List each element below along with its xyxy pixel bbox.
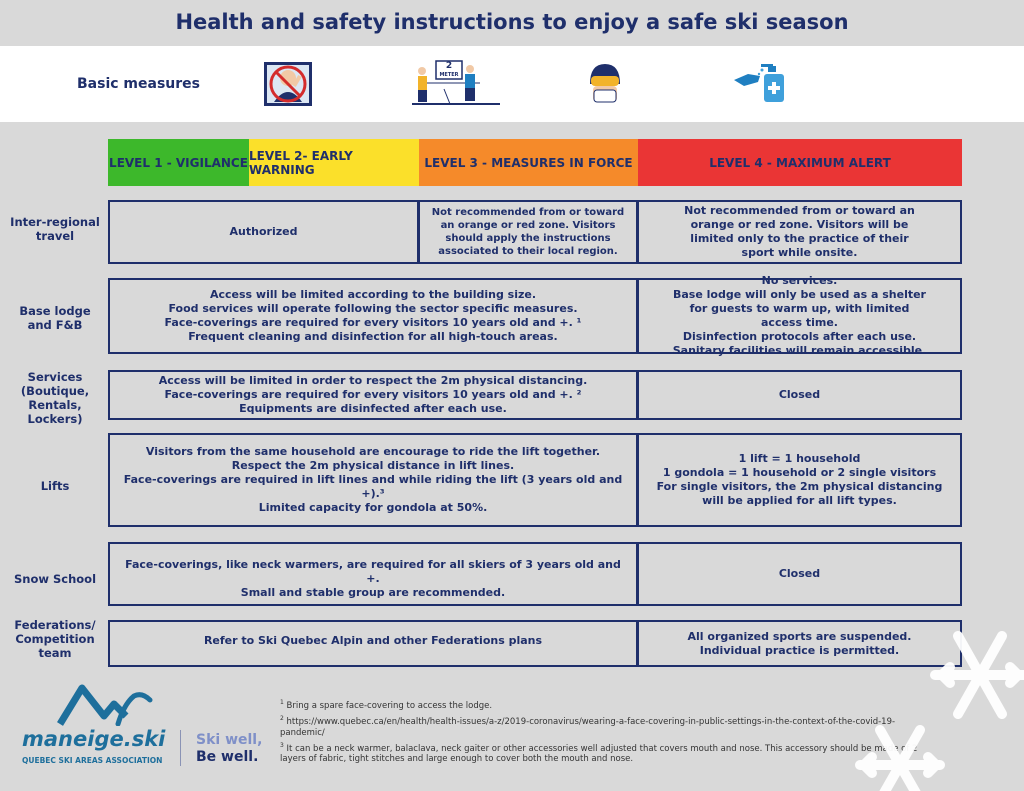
hand-sanitizer-icon xyxy=(734,60,790,104)
row-label-services: Services (Boutique, Rentals, Lockers) xyxy=(20,370,90,426)
row-label-base-lodge: Base lodge and F&B xyxy=(19,304,91,332)
services-levels-1-3-cell xyxy=(108,370,638,420)
level-2-label: LEVEL 2- EARLY WARNING xyxy=(249,148,353,177)
travel-level-4-text: Not recommended from or toward an orange or red zone. Visitors will be limited only to the practice of their sport while onsite. xyxy=(684,204,915,259)
face-covering-icon xyxy=(586,62,624,106)
footnote-2-text: https://www.quebec.ca/en/health/health-issues/a-z/2019-coronavirus/wearing-a-face-covering-in-public-settings-in-the-context-of-the-covid-19-pandemic/ xyxy=(280,716,896,738)
mountain-logo-icon xyxy=(52,682,182,726)
federations-levels-1-3-cell xyxy=(108,620,638,667)
footnote-3 xyxy=(280,740,920,766)
travel-level-3-text: Not recommended from or toward an orange or red zone. Visitors should apply the instructions associated to their local region. xyxy=(431,207,625,257)
services-levels-1-3-text: Access will be limited in order to respect the 2m physical distancing. Face-coverings are required for every visitors 10 years old and +. ² Equipments are disinfected after each use. xyxy=(158,374,588,415)
level-2-header xyxy=(249,139,419,186)
slogan xyxy=(196,732,262,766)
row-label-federations: Federations/ Competition team xyxy=(14,618,96,660)
footnote-1-number: 1 xyxy=(280,699,284,706)
lifts-levels-1-3-cell xyxy=(108,433,638,527)
maneige-logo xyxy=(20,682,180,772)
federations-level-4-text: All organized sports are suspended. Individual practice is permitted. xyxy=(687,629,912,657)
slogan-line-1: Ski well, xyxy=(196,732,263,748)
travel-level-4-cell xyxy=(638,200,962,264)
snow-school-levels-1-3-text: Face-coverings, like neck warmers, are required for all skiers of 3 years old and +. Small and stable group are recommended. xyxy=(125,558,621,599)
services-level-4-cell xyxy=(638,370,962,420)
footnote-2 xyxy=(280,713,920,739)
footnote-3-number: 3 xyxy=(280,741,284,749)
logo-wordmark xyxy=(22,727,165,751)
footnote-3-text: It can be a neck warmer, balaclava, neck gaiter or other accessories well adjusted that covers mouth and nose. This accessory should be made of 2 layers of fabric, tight stitches and large enough to cover both the mouth and nose. xyxy=(280,743,918,765)
logo-dot-ski: .ski xyxy=(123,727,166,751)
base-lodge-levels-1-3-text: Access will be limited according to the building size. Food services will operate following the sector specific measures. Face-coverings are required for every visitors 10 years old and +. ¹ Frequent cleaning and disinfection for all high-touch areas. xyxy=(164,288,582,343)
level-4-label: LEVEL 4 - MAXIMUM ALERT xyxy=(709,155,891,170)
level-3-label: LEVEL 3 - MEASURES IN FORCE xyxy=(424,155,633,170)
meter-number: 2 xyxy=(445,61,453,71)
footnote-1 xyxy=(280,697,920,712)
level-1-header xyxy=(108,139,249,186)
meter-unit: METER xyxy=(439,72,459,78)
page-title: Health and safety instructions to enjoy a safe ski season xyxy=(175,10,849,34)
logo-subtitle: QUEBEC SKI AREAS ASSOCIATION xyxy=(22,756,163,765)
lifts-levels-1-3-text: Visitors from the same household are encourage to ride the lift together. Respect the 2m physical distance in lift lines. Face-coverings are required in lift lines and while riding the lift (3 years old and +).³ Limited capacity for gondola at 50%. xyxy=(123,445,623,514)
travel-levels-1-2-text: Authorized xyxy=(229,225,298,238)
level-4-header xyxy=(638,139,962,186)
footnote-1-text: Bring a spare face-covering to access the lodge. xyxy=(286,700,493,711)
no-touch-face-icon xyxy=(264,62,312,106)
logo-name: maneige xyxy=(22,727,124,751)
row-label-lifts: Lifts xyxy=(40,479,70,493)
travel-levels-1-2-cell xyxy=(108,200,419,264)
meter-sign xyxy=(436,62,462,80)
lifts-level-4-text: 1 lift = 1 household 1 gondola = 1 household or 2 single visitors For single visitors, the 2m physical distancing will be applied for all lift types. xyxy=(656,452,943,507)
snow-school-levels-1-3-cell xyxy=(108,542,638,606)
services-level-4-text: Closed xyxy=(778,388,821,401)
travel-level-3-cell xyxy=(419,200,638,264)
footnote-2-number: 2 xyxy=(280,714,284,722)
snow-school-level-4-text: Closed xyxy=(778,567,821,580)
footnotes xyxy=(280,697,920,766)
basic-measures-label: Basic measures xyxy=(77,76,200,92)
snow-school-level-4-cell xyxy=(638,542,962,606)
row-label-snow-school: Snow School xyxy=(13,572,97,586)
slogan-line-2: Be well. xyxy=(196,749,259,765)
base-lodge-levels-1-3-cell xyxy=(108,278,638,354)
logo-divider xyxy=(180,730,181,766)
base-lodge-level-4-cell xyxy=(638,274,962,357)
level-3-header xyxy=(419,139,638,186)
row-label-travel: Inter-regional travel xyxy=(10,215,100,243)
level-1-label: LEVEL 1 - VIGILANCE xyxy=(109,155,248,170)
lifts-level-4-cell xyxy=(638,433,962,527)
snowflake-decoration-icon xyxy=(850,615,1024,791)
base-lodge-level-4-text: No services. Base lodge will only be used as a shelter for guests to warm up, with limited access time. Disinfection protocols after each use. Sanitary facilities will remain accessible. xyxy=(672,274,927,357)
federations-levels-1-3-text: Refer to Ski Quebec Alpin and other Federations plans xyxy=(203,634,543,647)
